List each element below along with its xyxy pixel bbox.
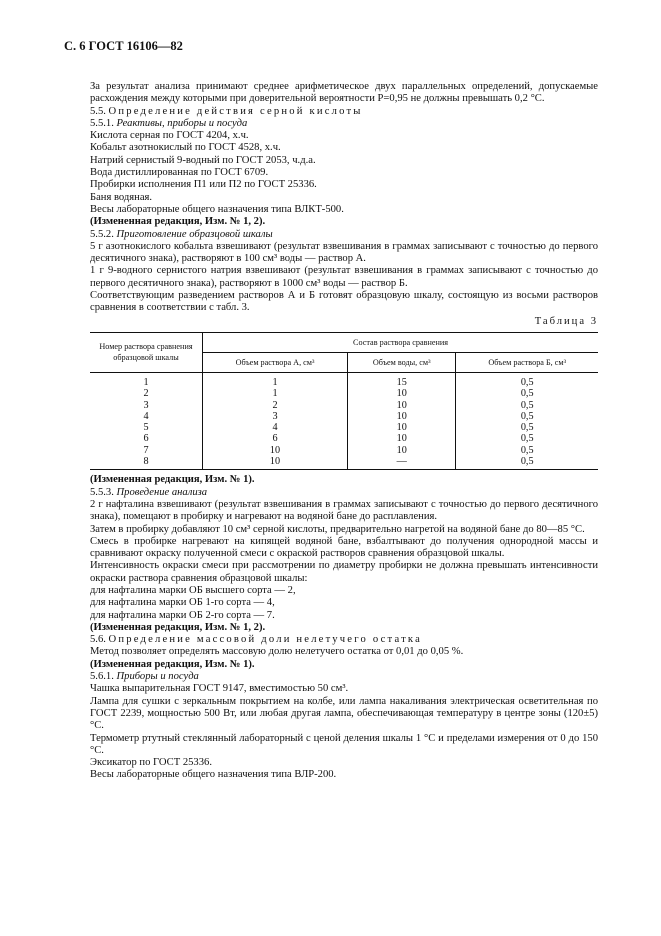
paragraph: 5 г азотнокислого кобальта взвешивают (результат взвешивания в граммах записывают с точностью до первого десятичного знака), растворяют в 100 см³ воды — раствор А.	[90, 240, 598, 265]
paragraph: Соответствующим разведением растворов А и Б готовят образцовую шкалу, состоящую из восьми растворов сравнения в соответствии с табл. 3.	[90, 290, 598, 314]
section-5-5-2-heading	[90, 229, 598, 241]
reagent-item: Кобальт азотнокислый по ГОСТ 4528, х.ч.	[90, 142, 281, 154]
table-header-solution-a: Объем раствора А, см³	[203, 352, 348, 372]
revision-note: (Измененная редакция, Изм. № 1).	[90, 474, 255, 486]
section-title: Проведение анализа	[116, 486, 208, 498]
table-cell: 10	[203, 456, 348, 470]
table-cell: 10	[348, 445, 456, 456]
section-number: 5.5.1.	[90, 117, 114, 129]
section-title: Определение массовой доли нелетучего остатка	[108, 634, 422, 646]
paragraph: Интенсивность окраски смеси при рассмотрении по диаметру пробирки не должна превышать интенсивности окраски раствора сравнения образцовой шкалы:	[90, 560, 598, 584]
section-number: 5.6.1.	[90, 671, 114, 683]
section-5-6-1-heading	[90, 671, 598, 683]
paragraph: Термометр ртутный стеклянный лабораторный с ценой деления шкалы 1 °С и пределами измерения от 0 до 150 °С.	[90, 732, 598, 756]
table-cell: 10	[348, 433, 456, 444]
table-row	[90, 456, 598, 470]
table-cell: 1	[90, 372, 203, 388]
document-body	[90, 81, 598, 782]
table-header-water: Объем воды, см³	[348, 352, 456, 372]
reagent-item: Весы лабораторные общего назначения типа ВЛКТ-500.	[90, 203, 344, 215]
paragraph: Метод позволяет определять массовую долю нелетучего остатка от 0,01 до 0,05 %.	[90, 646, 464, 658]
section-title: Реактивы, приборы и посуда	[116, 117, 248, 129]
table-row	[90, 400, 598, 411]
reagent-item: Кислота серная по ГОСТ 4204, х.ч.	[90, 130, 249, 142]
paragraph: 2 г нафталина взвешивают (результат взвешивания в граммах записывают с точностью до первого десятичного знака), помещают в пробирку и нагревают на водяной бане до расплавления.	[90, 498, 598, 523]
revision-note: (Измененная редакция, Изм. № 1, 2).	[90, 621, 266, 633]
table-cell: 3	[203, 411, 348, 422]
section-5-5-1-heading	[90, 118, 598, 130]
paragraph: Смесь в пробирке нагревают на кипящей водяной бане, взбалтывают до получения однородной массы и сравнивают окраску полученной смеси с окраской растворов сравнения образцовой шкалы.	[90, 535, 598, 560]
section-title: Приготовление образцовой шкалы	[116, 228, 273, 240]
table-cell: 1	[203, 388, 348, 399]
table-cell: 4	[90, 411, 203, 422]
table-row	[90, 411, 598, 422]
page-header: С. 6 ГОСТ 16106—82	[64, 39, 183, 53]
table-cell: 10	[348, 400, 456, 411]
table-row	[90, 372, 598, 388]
table-cell: 2	[203, 400, 348, 411]
table-header-number: Номер раствора сравнения образцовой шкалы	[90, 332, 203, 372]
table-cell: 8	[90, 456, 203, 470]
table-cell: 0,5	[456, 456, 598, 470]
paragraph: За результат анализа принимают среднее арифметическое двух параллельных определений, допускаемые расхождения между которыми при доверительной вероятности Р=0,95 не должны превышать 0,2 °С.	[90, 81, 598, 105]
paragraph: Затем в пробирку добавляют 10 см³ серной кислоты, предварительно нагретой на водяной бане до 80—85 °С.	[90, 523, 585, 535]
revision-note: (Измененная редакция, Изм. № 1, 2).	[90, 216, 266, 228]
section-number: 5.5.2.	[90, 228, 114, 240]
table-cell: 2	[90, 388, 203, 399]
section-title: Определение действия серной кислоты	[108, 105, 363, 117]
table-cell: 0,5	[456, 372, 598, 388]
table-cell: 10	[348, 388, 456, 399]
table-body	[90, 372, 598, 469]
table-3	[90, 332, 598, 470]
section-title: Приборы и посуда	[116, 671, 199, 683]
table-cell: 7	[90, 445, 203, 456]
table-cell: 0,5	[456, 422, 598, 433]
table-cell: 10	[203, 445, 348, 456]
table-cell: 6	[203, 433, 348, 444]
table-cell: 6	[90, 433, 203, 444]
table-cell: 5	[90, 422, 203, 433]
section-number: 5.5.	[90, 105, 106, 117]
table-row	[90, 422, 598, 433]
section-number: 5.6.	[90, 634, 106, 646]
reagent-item: Натрий сернистый 9-водный по ГОСТ 2053, ч.д.а.	[90, 154, 316, 166]
reagent-item: Пробирки исполнения П1 или П2 по ГОСТ 25336.	[90, 179, 317, 191]
table-cell: 4	[203, 422, 348, 433]
section-5-5-3-heading	[90, 487, 598, 499]
table-header-group: Состав раствора сравнения	[203, 332, 599, 352]
table-caption: Таблица 3	[534, 315, 598, 327]
revision-note: (Измененная редакция, Изм. № 1).	[90, 658, 255, 670]
table-cell: 1	[203, 372, 348, 388]
table-row	[90, 433, 598, 444]
grade-item: для нафталина марки ОБ 1-го сорта — 4,	[90, 597, 275, 609]
paragraph: Эксикатор по ГОСТ 25336.	[90, 757, 212, 769]
table-header-solution-b: Объем раствора Б, см³	[456, 352, 598, 372]
grade-item: для нафталина марки ОБ 2-го сорта — 7.	[90, 609, 275, 621]
grade-item: для нафталина марки ОБ высшего сорта — 2,	[90, 584, 296, 596]
table-row	[90, 388, 598, 399]
section-5-5-heading	[90, 106, 598, 118]
table-cell: 0,5	[456, 400, 598, 411]
table-cell: 10	[348, 422, 456, 433]
table-cell: 0,5	[456, 433, 598, 444]
table-row	[90, 445, 598, 456]
table-cell: 0,5	[456, 445, 598, 456]
reagent-item: Вода дистиллированная по ГОСТ 6709.	[90, 167, 269, 179]
table-cell: 0,5	[456, 411, 598, 422]
section-number: 5.5.3.	[90, 486, 114, 498]
table-cell: 0,5	[456, 388, 598, 399]
table-cell: 10	[348, 411, 456, 422]
table-cell: 15	[348, 372, 456, 388]
paragraph: Лампа для сушки с зеркальным покрытием на колбе, или лампа накаливания электрическая осветительная по ГОСТ 2239, мощностью 500 Вт, или любая другая лампа, обеспечивающая температуру в центре зоны (120±5) °С.	[90, 695, 598, 732]
table-cell: —	[348, 456, 456, 470]
paragraph: Весы лабораторные общего назначения типа ВЛР-200.	[90, 769, 337, 781]
table-cell: 3	[90, 400, 203, 411]
reagent-item: Баня водяная.	[90, 191, 153, 203]
section-5-6-heading	[90, 634, 598, 646]
paragraph: Чашка выпарительная ГОСТ 9147, вместимостью 50 см³.	[90, 683, 349, 695]
paragraph: 1 г 9-водного сернистого натрия взвешивают (результат взвешивания в граммах записывают с точностью до первого десятичного знака), растворяют в 1000 см³ воды — раствор Б.	[90, 265, 598, 289]
